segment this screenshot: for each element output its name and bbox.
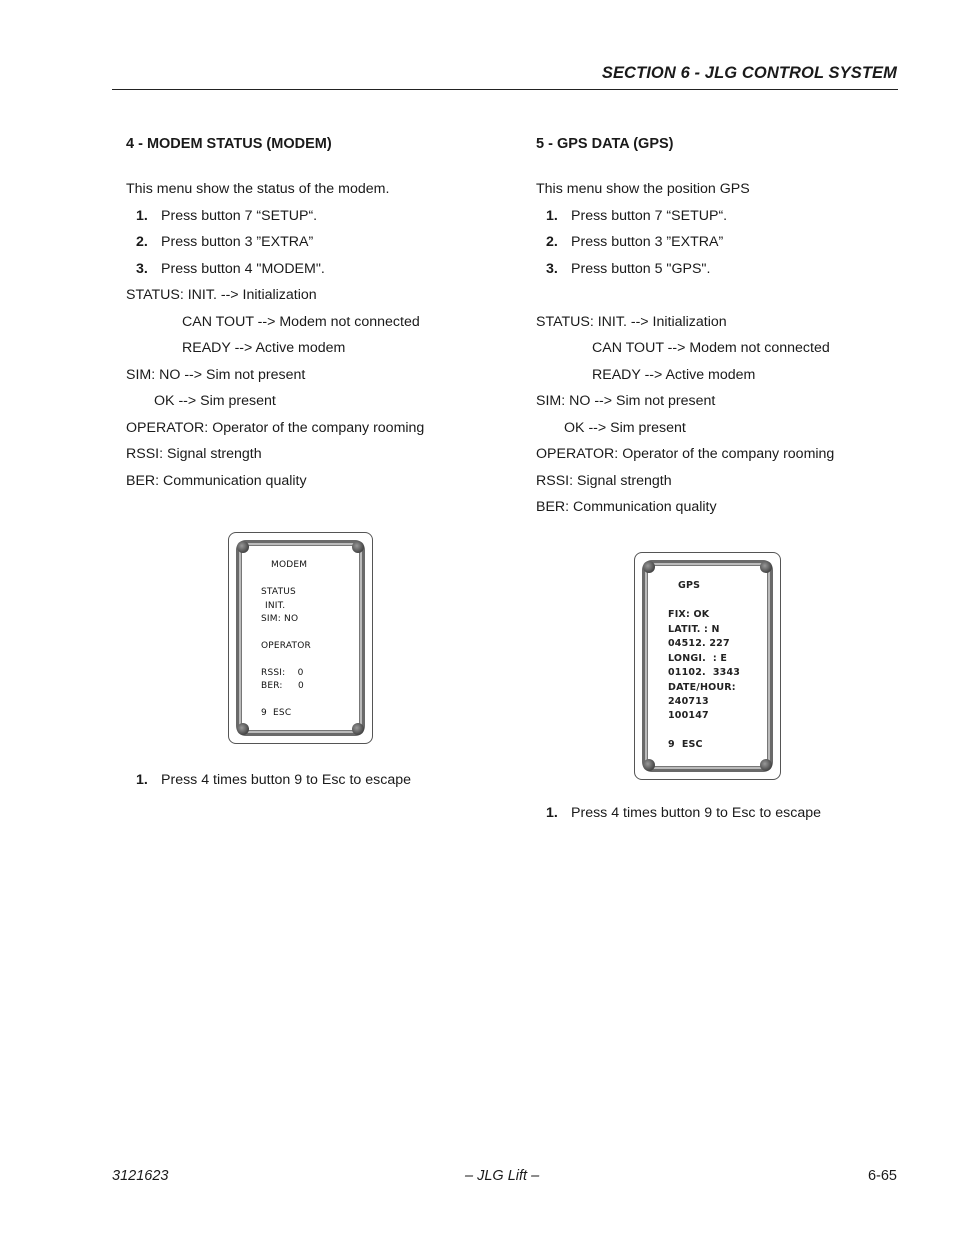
gps-final-steps: [536, 804, 896, 831]
screen-datehour-label: DATE/HOUR:: [668, 682, 736, 693]
step-text: Press button 7 “SETUP“.: [161, 207, 318, 224]
ber-line: BER: Communication quality: [536, 499, 717, 515]
footer-page-number: 6-65: [867, 1168, 897, 1184]
step-text: Press button 4 "MODEM".: [161, 260, 325, 277]
step-number: 1.: [546, 805, 558, 821]
footer-doc-number: 3121623: [112, 1168, 169, 1184]
screen-hour-value: 100147: [668, 710, 709, 721]
screen-esc: 9 ESC: [261, 708, 292, 718]
modem-status-section: [126, 136, 506, 498]
modem-intro: This menu show the status of the modem.: [126, 181, 390, 197]
status-ready-line: READY --> Active modem: [592, 366, 756, 383]
rssi-line: RSSI: Signal strength: [536, 472, 672, 489]
screen-corner-screw: [760, 561, 772, 573]
gps-step-2: [536, 233, 896, 251]
gps-section-title: 5 - GPS DATA (GPS): [536, 136, 674, 152]
status-ready-line: READY --> Active modem: [182, 340, 346, 356]
screen-ber: BER: 0: [261, 681, 304, 691]
step-number: 1.: [136, 772, 148, 788]
step-text: Press button 7 “SETUP“.: [571, 207, 728, 224]
step-text: Press button 3 ”EXTRA”: [571, 234, 724, 250]
gps-data-section: [536, 136, 896, 525]
sim-no-line: SIM: NO --> Sim not present: [126, 366, 306, 383]
modem-step-3: [126, 260, 506, 278]
sim-ok-line: OK --> Sim present: [564, 419, 686, 436]
status-init-line: STATUS: INIT. --> Initialization: [536, 313, 727, 330]
step-number: 3.: [546, 260, 558, 277]
modem-step-2: [126, 233, 506, 251]
step-text: Press button 3 ”EXTRA”: [161, 234, 314, 250]
step-text: Press 4 times button 9 to Esc to escape: [571, 805, 821, 821]
screen-title: MODEM: [271, 560, 308, 570]
step-number: 1.: [546, 207, 558, 224]
section-header-title: SECTION 6 - JLG CONTROL SYSTEM: [601, 64, 897, 82]
modem-escape-step: [126, 771, 506, 789]
screen-corner-screw: [643, 561, 655, 573]
gps-escape-step: [536, 804, 896, 822]
gps-step-1: [536, 207, 896, 225]
ber-line: BER: Communication quality: [126, 472, 307, 489]
header-divider: [112, 89, 898, 90]
step-number: 2.: [546, 234, 558, 250]
status-can-tout-line: CAN TOUT --> Modem not connected: [182, 313, 420, 330]
gps-display-screen: [634, 552, 781, 780]
screen-corner-screw: [237, 541, 249, 553]
step-text: Press 4 times button 9 to Esc to escape: [161, 772, 411, 788]
step-number: 1.: [136, 207, 148, 224]
step-number: 3.: [136, 260, 148, 277]
screen-title: GPS: [678, 580, 701, 591]
screen-fix: FIX: OK: [668, 609, 710, 620]
screen-corner-screw: [760, 759, 772, 771]
footer-center-title: – JLG Lift –: [465, 1168, 540, 1184]
screen-init: INIT.: [265, 601, 286, 611]
spacer: [536, 286, 896, 313]
screen-latitude-label: LATIT. : N: [668, 624, 720, 635]
screen-corner-screw: [352, 723, 364, 735]
screen-corner-screw: [237, 723, 249, 735]
rssi-line: RSSI: Signal strength: [126, 446, 262, 462]
screen-longitude-value: 01102. 3343: [668, 667, 741, 678]
screen-date-value: 240713: [668, 696, 709, 707]
modem-final-steps: [126, 771, 506, 798]
screen-esc: 9 ESC: [668, 739, 703, 750]
step-text: Press button 5 "GPS".: [571, 260, 711, 277]
modem-step-1: [126, 207, 506, 225]
operator-line: OPERATOR: Operator of the company rooming: [126, 419, 425, 436]
screen-sim: SIM: NO: [261, 614, 299, 624]
step-number: 2.: [136, 234, 148, 250]
sim-ok-line: OK --> Sim present: [154, 393, 276, 409]
screen-rssi: RSSI: 0: [261, 668, 304, 678]
sim-no-line: SIM: NO --> Sim not present: [536, 393, 716, 409]
status-init-line: STATUS: INIT. --> Initialization: [126, 287, 317, 303]
modem-section-title: 4 - MODEM STATUS (MODEM): [126, 136, 332, 152]
screen-corner-screw: [352, 541, 364, 553]
screen-bezel: [642, 560, 773, 772]
screen-corner-screw: [643, 759, 655, 771]
gps-intro: This menu show the position GPS: [536, 181, 750, 197]
screen-longitude-label: LONGI. : E: [668, 653, 728, 664]
operator-line: OPERATOR: Operator of the company rooming: [536, 446, 835, 462]
screen-latitude-value: 04512. 227: [668, 638, 730, 649]
modem-display-screen: [228, 532, 373, 744]
screen-status: STATUS: [261, 587, 296, 597]
screen-operator: OPERATOR: [261, 641, 311, 651]
gps-step-3: [536, 260, 896, 278]
status-can-tout-line: CAN TOUT --> Modem not connected: [592, 340, 830, 356]
